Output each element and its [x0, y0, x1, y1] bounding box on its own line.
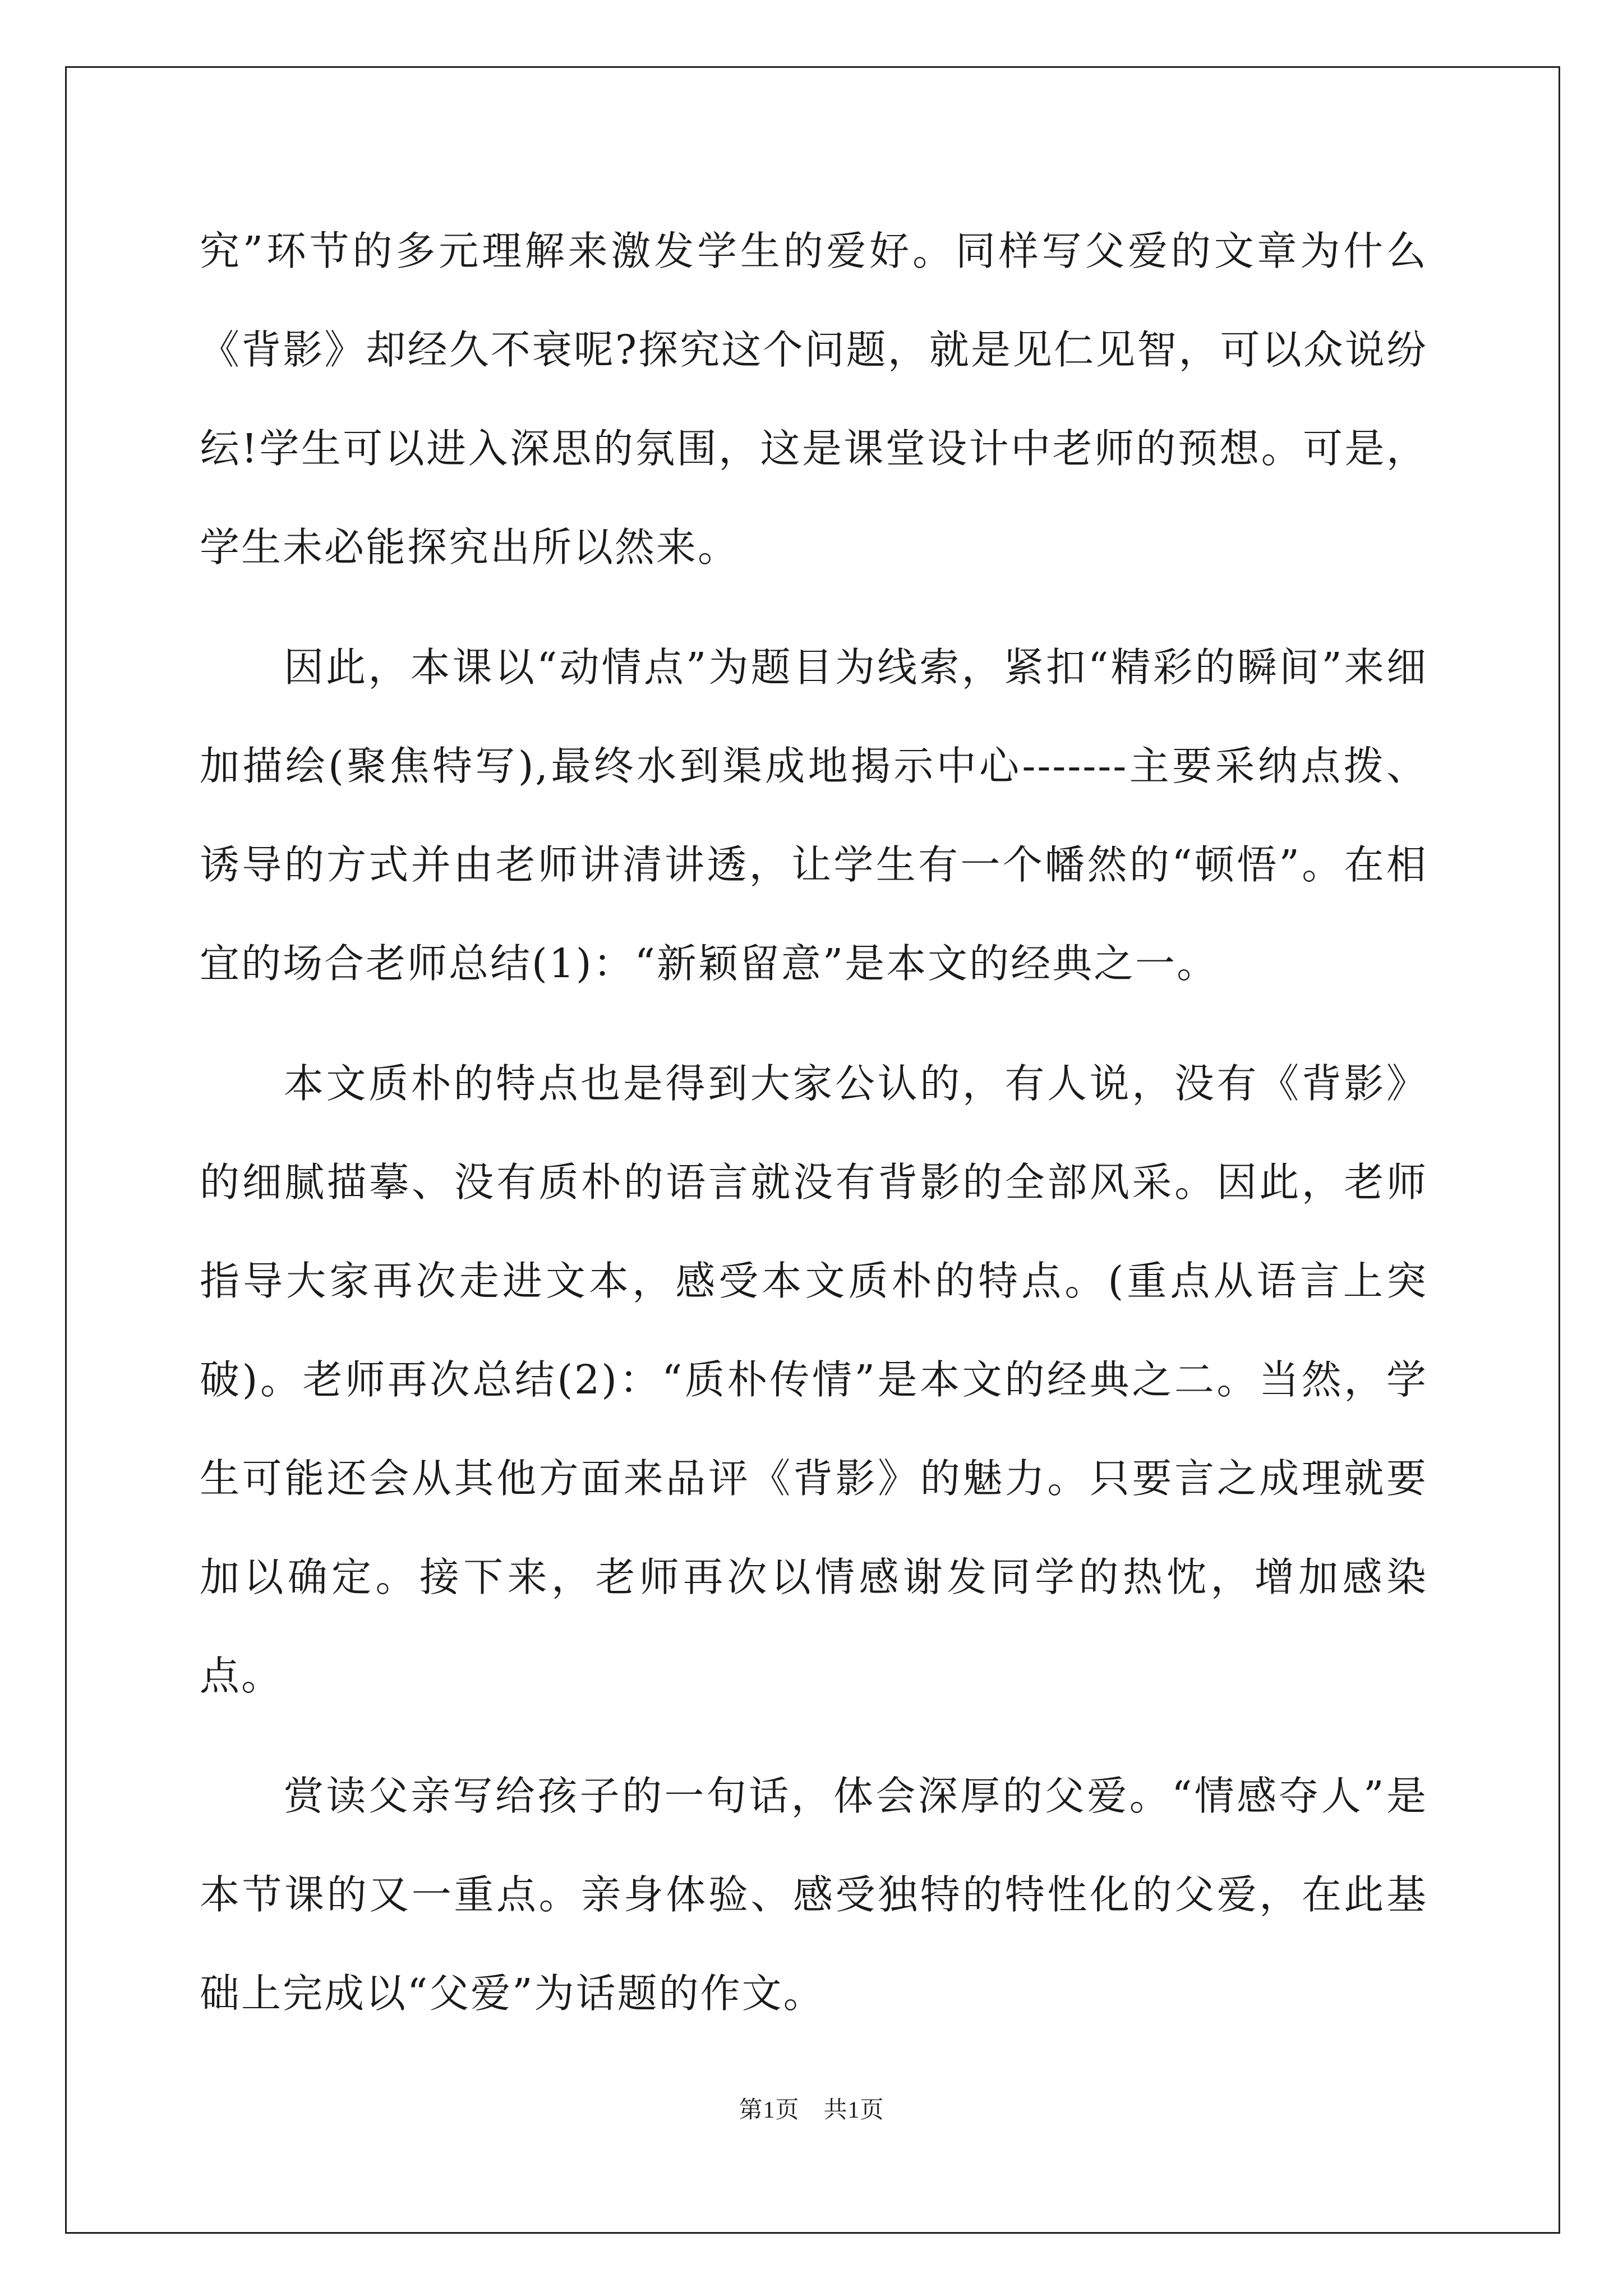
document-body [200, 202, 1428, 2064]
paragraph-3: 本文质朴的特点也是得到大家公认的，有人说，没有《背影》的细腻描摹、没有质朴的语言就没有背影的全部风采。因此，老师指导大家再次走进文本，感受本文质朴的特点。(重点从语言上突破)。老师再次总结(2)：“质朴传情”是本文的经典之二。当然，学生可能还会从其他方面来品评《背影》的魅力。只要言之成理就要加以确定。接下来，老师再次以情感谢发同学的热忱，增加感染点。 [200, 1060, 1428, 1699]
paragraph-4: 赏读父亲写给孩子的一句话，体会深厚的父爱。“情感夺人”是本节课的又一重点。亲身体验、感受独特的特性化的父爱，在此基础上完成以“父爱”为话题的作文。 [200, 1773, 1428, 2017]
paragraph-2: 因此，本课以“动情点”为题目为线索，紧扣“精彩的瞬间”来细加描绘(聚焦特写),最终水到渠成地揭示中心-------主要采纳点拨、诱导的方式并由老师讲清讲透，让学生有一个幡然的“顿悟”。在相宜的场合老师总结(1)：“新颖留意”是本文的经典之一。 [200, 644, 1428, 987]
paragraph-1: 究”环节的多元理解来激发学生的爱好。同样写父爱的文章为什么《背影》却经久不衰呢?探究这个问题，就是见仁见智，可以众说纷纭!学生可以进入深思的氛围，这是课堂设计中老师的预想。可是，学生未必能探究出所以然来。 [200, 228, 1428, 570]
page-footer: 第1页 共1页 [739, 2097, 884, 2123]
